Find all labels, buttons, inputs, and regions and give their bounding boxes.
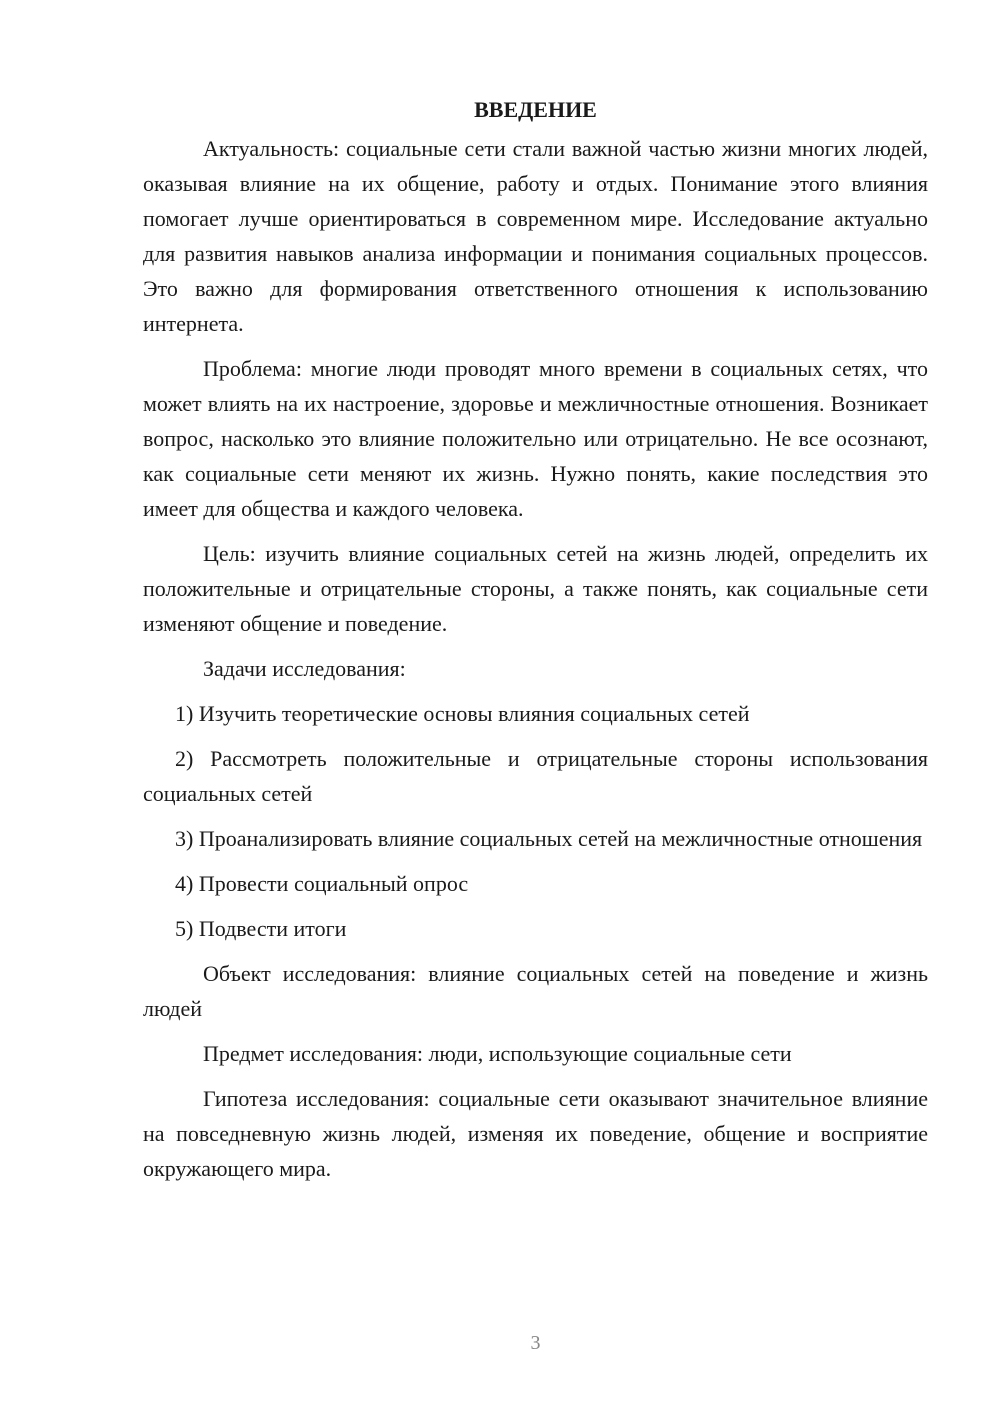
paragraph-problem: Проблема: многие люди проводят много времени в социальных сетях, что может влиять на их настроение, здоровье и межличностные отношения. Возникает вопрос, насколько это влияние положительно или отрицательно. Не все осознают, как социальные сети меняют их жизнь. Нужно понять, какие последствия это имеет для общества и каждого человека. xyxy=(143,356,928,521)
task-item-5: 5) Подвести итоги xyxy=(175,916,347,941)
paragraph-hypothesis: Гипотеза исследования: социальные сети оказывают значительное влияние на повседневную жизнь людей, изменяя их поведение, общение и восприятие окружающего мира. xyxy=(143,1086,928,1181)
paragraph-tasks-heading: Задачи исследования: xyxy=(203,656,406,681)
page-number: 3 xyxy=(530,1332,541,1354)
task-item-1: 1) Изучить теоретические основы влияния социальных сетей xyxy=(175,701,750,726)
section-title: ВВЕДЕНИЕ xyxy=(474,97,597,122)
paragraph-goal: Цель: изучить влияние социальных сетей на жизнь людей, определить их положительные и отрицательные стороны, а также понять, как социальные сети изменяют общение и поведение. xyxy=(143,541,928,636)
task-item-3: 3) Проанализировать влияние социальных сетей на межличностные отношения xyxy=(175,826,923,851)
task-item-2: 2) Рассмотреть положительные и отрицательные стороны использования социальных сетей xyxy=(143,746,928,806)
paragraph-subject: Предмет исследования: люди, использующие социальные сети xyxy=(203,1041,792,1066)
paragraph-relevance: Актуальность: социальные сети стали важной частью жизни многих людей, оказывая влияние на их общение, работу и отдых. Понимание этого влияния помогает лучше ориентироваться в современном мире. Исследование актуально для развития навыков анализа информации и понимания социальных процессов. Это важно для формирования ответственного отношения к использованию интернета. xyxy=(143,136,928,336)
task-item-4: 4) Провести социальный опрос xyxy=(175,871,469,896)
document-body xyxy=(143,92,928,1196)
paragraph-object: Объект исследования: влияние социальных сетей на поведение и жизнь людей xyxy=(143,961,928,1021)
